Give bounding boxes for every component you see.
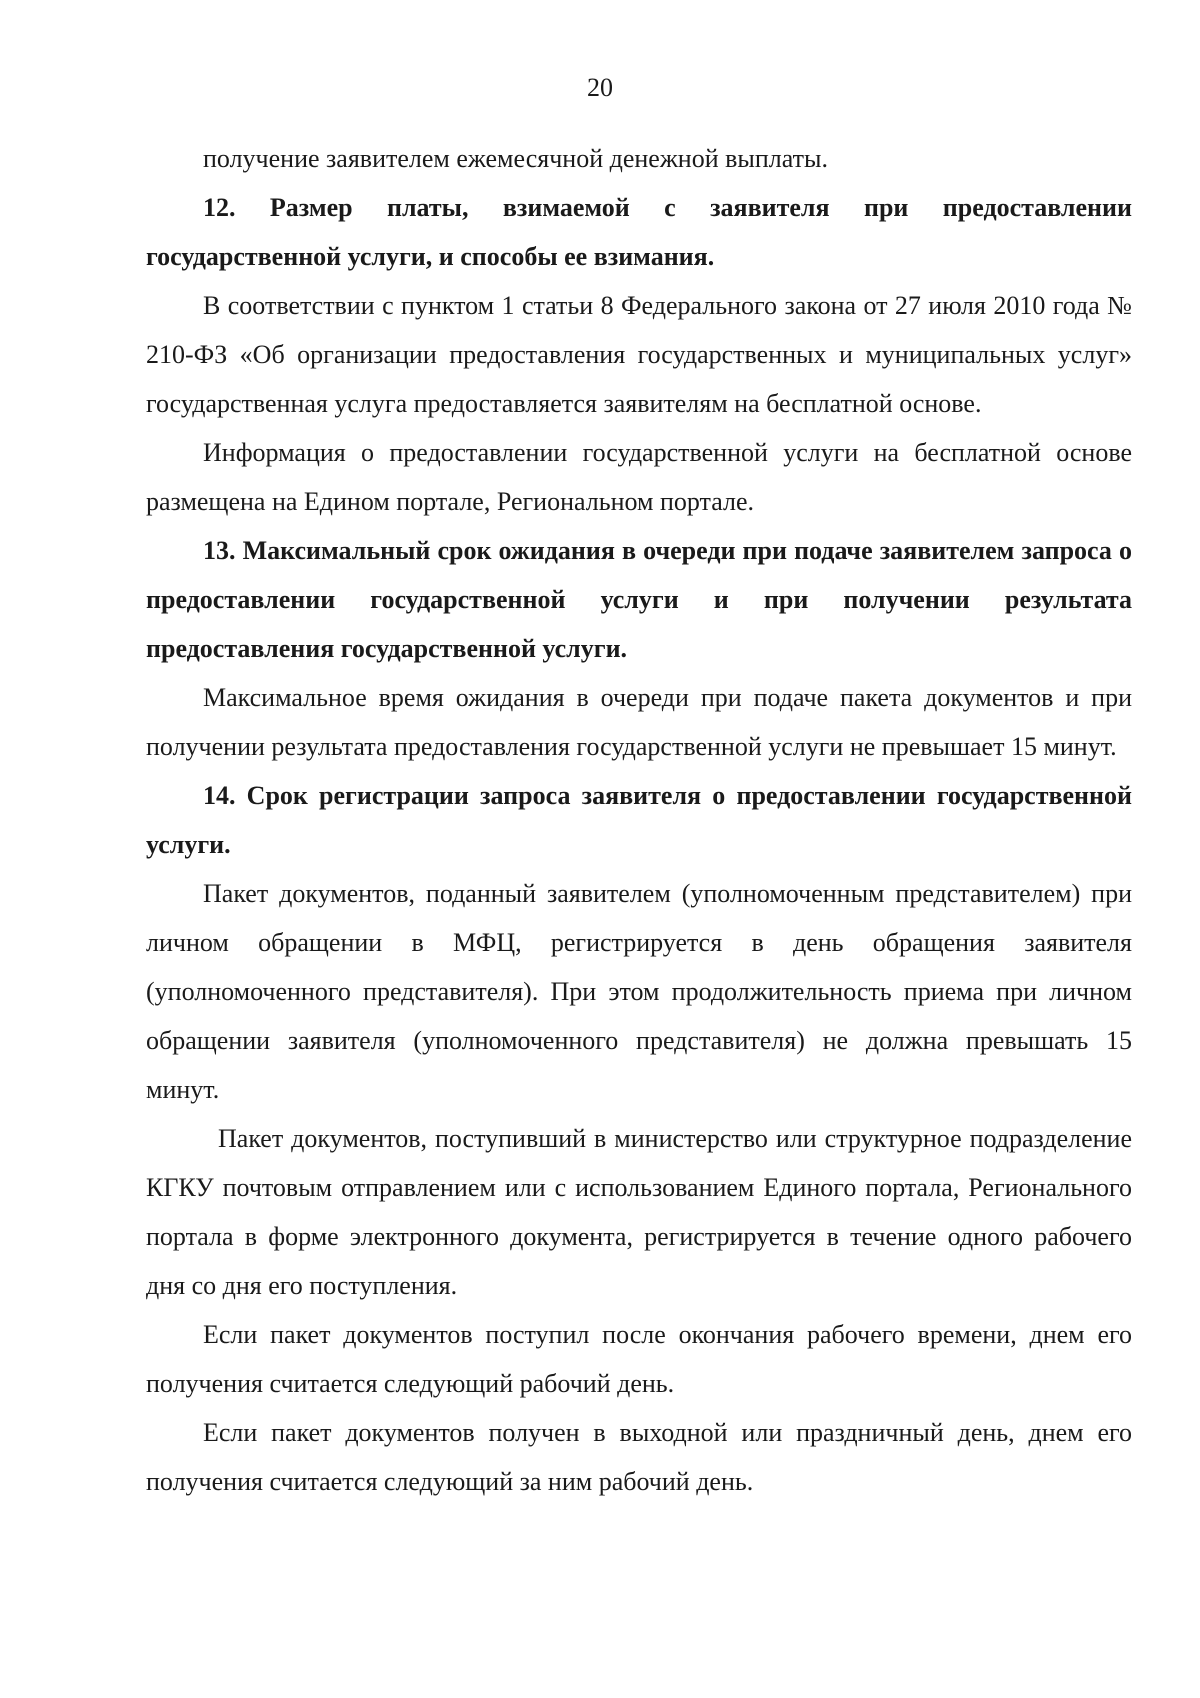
section-14-paragraph-4: Если пакет документов получен в выходной или праздничный день, днем его получения считается следующий за ним рабочий день. [146,1418,1132,1496]
section-14-paragraph-2: Пакет документов, поступивший в министерство или структурное подразделение КГКУ почтовым отправлением или с использованием Единого портала, Регионального портала в форме электронного документа, регистрируется в течение одного рабочего дня со дня его поступления. [146,1124,1132,1300]
section-14-heading: 14. Срок регистрации запроса заявителя о предоставлении государственной услуги. [146,781,1132,859]
section-14-paragraph-1: Пакет документов, поданный заявителем (уполномоченным представителем) при личном обращении в МФЦ, регистрируется в день обращения заявителя (уполномоченного представителя). При этом продолжительность приема при личном обращении заявителя (уполномоченного представителя) не должна превышать 15 минут. [146,879,1132,1104]
continuation-paragraph: получение заявителем ежемесячной денежной выплаты. [203,144,828,173]
page-number: 20 [587,73,613,102]
section-12-heading: 12. Размер платы, взимаемой с заявителя при предоставлении государственной услуги, и способы ее взимания. [146,193,1132,271]
section-12-paragraph-1: В соответствии с пунктом 1 статьи 8 Федерального закона от 27 июля 2010 года № 210-ФЗ «Об организации предоставления государственных и муниципальных услуг» государственная услуга предоставляется заявителям на бесплатной основе. [146,291,1132,418]
section-14-paragraph-3: Если пакет документов поступил после окончания рабочего времени, днем его получения считается следующий рабочий день. [146,1320,1132,1398]
section-12-paragraph-2: Информация о предоставлении государственной услуги на бесплатной основе размещена на Едином портале, Региональном портале. [146,438,1132,516]
section-13-heading: 13. Максимальный срок ожидания в очереди при подаче заявителем запроса о предоставлении государственной услуги и при получении результата предоставления государственной услуги. [146,536,1132,663]
document-body [146,134,1132,1506]
section-13-paragraph-1: Максимальное время ожидания в очереди при подаче пакета документов и при получении результата предоставления государственной услуги не превышает 15 минут. [146,683,1132,761]
